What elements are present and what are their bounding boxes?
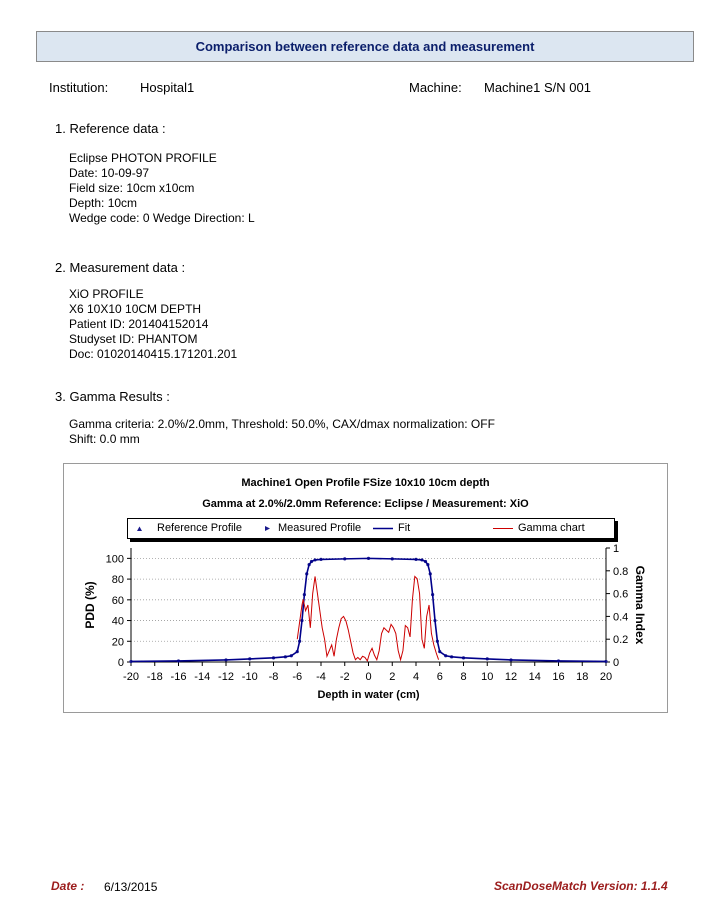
x-tick-label: -20 [123,671,139,683]
reference-line: Eclipse PHOTON PROFILE [69,151,217,165]
x-tick-label: -12 [218,671,234,683]
y2-tick-label: 0.2 [613,634,629,647]
x-tick-label: -8 [268,671,279,683]
institution-label: Institution: [49,80,109,95]
x-tick-label: 0 [365,671,372,683]
y-tick-label: 20 [111,636,124,649]
gamma-heading: 3. Gamma Results : [55,389,170,404]
y-axis-title: PDD (%) [83,581,97,629]
legend-fit: Fit [398,522,411,534]
x-tick-label: 18 [576,671,589,683]
legend-measured: Measured Profile [278,522,362,534]
measurement-line: XiO PROFILE [69,287,144,301]
reference-heading: 1. Reference data : [55,121,166,136]
plot-area [64,464,667,712]
x-tick-label: 10 [481,671,494,683]
x-tick-label: 6 [436,671,443,683]
x-tick-label: -14 [194,671,211,683]
x-tick-label: 2 [389,671,396,683]
y2-tick-label: 0 [613,657,620,669]
x-tick-label: 4 [412,671,420,683]
x-tick-label: -10 [241,671,258,683]
x-tick-label: 20 [599,671,613,683]
machine-label: Machine: [409,80,462,95]
gamma-criteria: Gamma criteria: 2.0%/2.0mm, Threshold: 50.0%, CAX/dmax normalization: OFF [69,417,495,431]
measurement-line: X6 10X10 10CM DEPTH [69,302,202,316]
y2-axis-title: Gamma Index [633,565,647,645]
y-tick-label: 60 [111,594,124,607]
legend-reference: Reference Profile [157,522,242,534]
y2-tick-label: 1 [613,543,620,555]
x-tick-label: 14 [528,671,541,683]
y-tick-label: 80 [111,574,124,587]
chart-title: Machine1 Open Profile FSize 10x10 10cm depth [241,477,490,489]
y2-tick-label: 0.4 [613,611,629,624]
measurement-line: Studyset ID: PHANTOM [69,332,198,346]
legend-gamma: Gamma chart [518,522,585,534]
x-tick-label: 16 [552,671,565,683]
x-tick-label: -16 [170,671,187,683]
x-axis-title: Depth in water (cm) [317,689,420,701]
y-tick-label: 40 [111,615,124,628]
footer-version: ScanDoseMatch Version: 1.1.4 [494,879,668,893]
x-tick-label: 12 [504,671,518,683]
chart-container [63,463,668,713]
gamma-shift: Shift: 0.0 mm [69,432,140,446]
fit-line [131,558,606,661]
chart-subtitle: Gamma at 2.0%/2.0mm Reference: Eclipse / Measurement: XiO [202,498,529,510]
y2-tick-label: 0.6 [613,588,629,601]
y-tick-label: 100 [105,553,124,566]
y-tick-label: 0 [117,657,124,669]
x-tick-label: -2 [339,671,350,683]
reference-line: Field size: 10cm x10cm [69,181,195,195]
measurement-line: Doc: 01020140415.171201.201 [69,347,238,361]
y2-tick-label: 0.8 [613,565,629,578]
footer-date-value: 6/13/2015 [104,880,158,894]
measurement-line: Patient ID: 201404152014 [69,317,209,331]
machine-value: Machine1 S/N 001 [484,80,591,95]
gamma-line [297,577,438,661]
reference-line: Date: 10-09-97 [69,166,150,180]
reference-line: Depth: 10cm [69,196,138,210]
footer-date-label: Date : [51,879,85,893]
institution-value: Hospital1 [140,80,195,95]
measurement-heading: 2. Measurement data : [55,260,186,275]
report-title: Comparison between reference data and measurement [36,31,694,62]
x-tick-label: -6 [292,671,303,683]
x-tick-label: 8 [460,671,467,683]
reference-line: Wedge code: 0 Wedge Direction: L [69,211,255,225]
x-tick-label: -18 [146,671,163,683]
x-tick-label: -4 [316,671,326,683]
